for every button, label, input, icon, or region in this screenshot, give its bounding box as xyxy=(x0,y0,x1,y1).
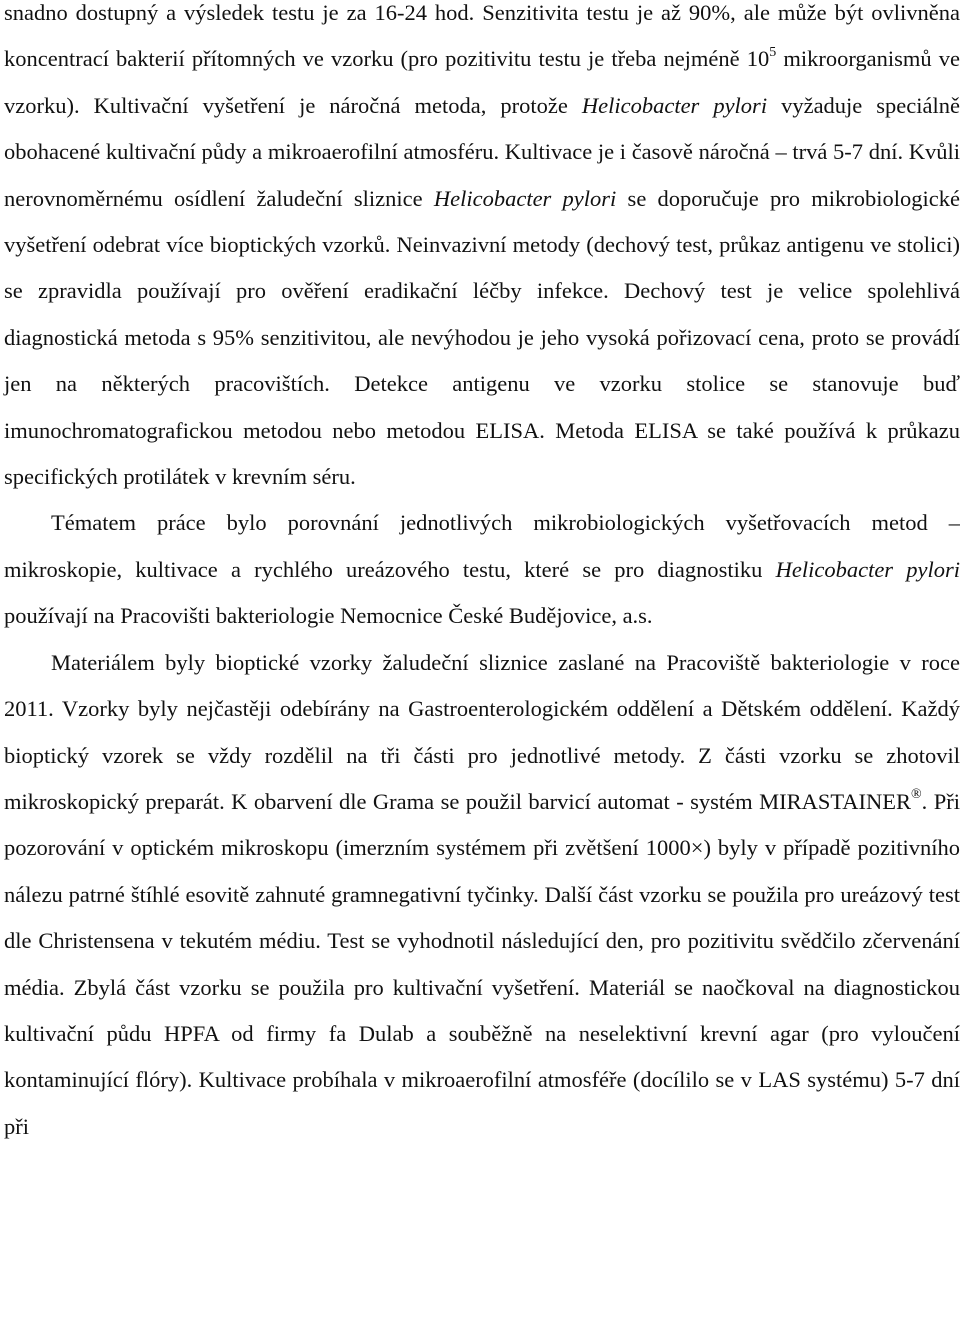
p3-text-a: Materiálem byly bioptické vzorky žaludeční sliznice zaslané na Pracoviště bakteriologie v roce 2011. Vzorky byly nejčastěji odebírány na Gastroenterologickém oddělení a Dětském oddělení. Každý bioptický vzorek se vždy rozdělil na tři části pro jednotlivé metody. Z části vzorku se zhotovil mikroskopický preparát. K obarvení dle Grama se použil barvicí automat - systém MIRASTAINER xyxy=(4,649,960,814)
p2-text-a: Tématem práce bylo porovnání jednotlivých mikrobiologických vyšetřovacích metod – mikroskopie, kultivace a rychlého ureázového testu, které se pro diagnostiku xyxy=(4,510,960,582)
p2-italic-species: Helicobacter pylori xyxy=(775,556,960,582)
p1-text-b: mikroorganismů ve vzorku). Kultivační vyšetření je náročná metoda, protože xyxy=(4,46,960,118)
p2-text-b: používají na Pracovišti bakteriologie Nemocnice České Budějovice, a.s. xyxy=(4,603,653,629)
p3-text-b: . Při pozorování v optickém mikroskopu (imerzním systémem při zvětšení 1000×) byly v případě pozitivního nálezu patrné štíhlé esovitě zahnuté gramnegativní tyčinky. Další část vzorku se použila pro ureázový test dle Christensena v tekutém médiu. Test se vyhodnotil následující den, pro pozitivitu svědčilo zčervenání média. Zbylá část vzorku se použila pro kultivační vyšetření. Materiál se naočkoval na diagnostickou kultivační půdu HPFA od firmy fa Dulab a souběžně na neselektivní krevní agar (pro vyloučení kontaminující flóry). Kultivace probíhala v mikroaerofilní atmosféře (docílilo se v LAS systému) 5-7 dní při xyxy=(4,788,960,1139)
p1-text-d: se doporučuje pro mikrobiologické vyšetření odebrat více bioptických vzorků. Neinvazivní metody (dechový test, průkaz antigenu ve stolici) se zpravidla používají pro ověření eradikační léčby infekce. Dechový test je velice spolehlivá diagnostická metoda s 95% senzitivitou, ale nevýhodou je jeho vysoká pořizovací cena, proto se provádí jen na některých pracovištích. Detekce antigenu ve vzorku stolice se stanovuje buď imunochromatografickou metodou nebo metodou ELISA. Metoda ELISA se také používá k průkazu specifických protilátek v krevním séru. xyxy=(4,185,960,490)
p3-registered-mark: ® xyxy=(911,787,922,803)
p1-italic-species-1: Helicobacter pylori xyxy=(581,92,768,118)
paragraph-2 xyxy=(4,500,960,639)
paragraph-3 xyxy=(4,640,960,1150)
p1-text-a: snadno dostupný a výsledek testu je za 16-24 hod. Senzitivita testu je až 90%, ale může být ovlivněna koncentrací bakterií přítomných ve vzorku (pro pozitivitu testu je třeba nejméně 10 xyxy=(4,0,960,72)
p1-text-c: vyžaduje speciálně obohacené kultivační půdy a mikroaerofilní atmosféru. Kultivace je i časově náročná – trvá 5-7 dní. Kvůli nerovnoměrnému osídlení žaludeční sliznice xyxy=(4,92,960,211)
p1-superscript: 5 xyxy=(769,44,777,60)
paragraph-1 xyxy=(4,0,960,500)
p1-italic-species-2: Helicobacter pylori xyxy=(433,185,617,211)
